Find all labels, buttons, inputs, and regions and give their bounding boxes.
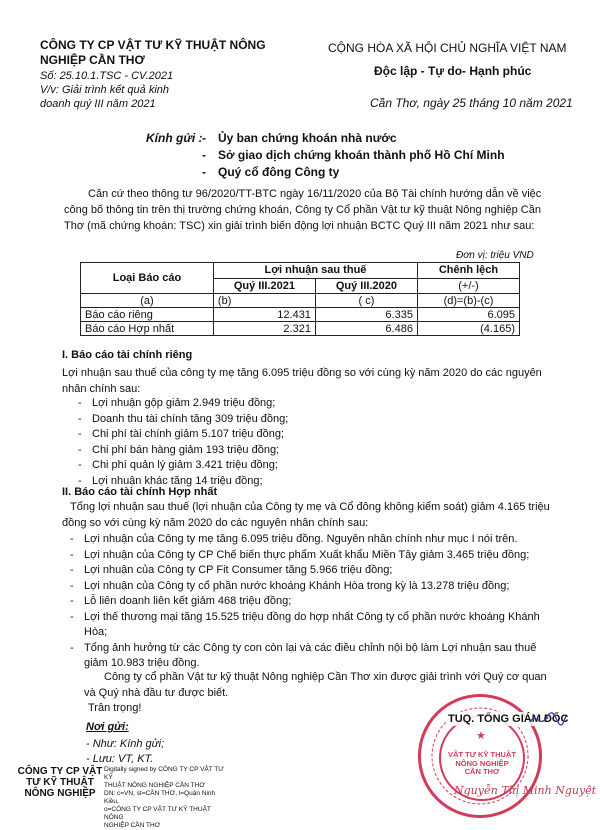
row-name: Báo cáo riêng — [81, 308, 214, 322]
recipient-item: - Ủy ban chứng khoán nhà nước — [202, 131, 397, 145]
recipients-footer — [86, 737, 164, 767]
intro-line3: Thơ (mã chứng khoán: TSC) xin giải trình biến động lợi nhuận BCTC Quý III năm 2021 như sau: — [64, 220, 535, 232]
signer-name: Nguyễn Thị Minh Nguyệt — [454, 784, 597, 797]
header-q3-2021: Quý III.2021 — [213, 278, 315, 294]
table-row — [81, 322, 520, 336]
place-date: Cần Thơ, ngày 25 tháng 10 năm 2021 — [370, 96, 573, 110]
list-item: - Lợi nhuận của Công ty mẹ tăng 6.095 triệu đồng. Nguyên nhân chính như mục I nói trên. — [66, 532, 576, 548]
section2-heading: II. Báo cáo tài chính Hợp nhất — [62, 486, 218, 498]
section1-line2: nhân chính sau: — [62, 382, 141, 395]
recipient-item: - Quý cổ đông Công ty — [202, 165, 340, 179]
subject-line1: V/v: Giải trình kết quả kinh — [40, 84, 170, 96]
row-q3-2021: 2.321 — [213, 322, 315, 336]
list-item: - Doanh thu tài chính tăng 309 triệu đồng; — [74, 412, 554, 428]
header-report-type: Loại Báo cáo — [81, 263, 214, 294]
section2-line1: Tổng lợi nhuận sau thuế (lợi nhuận của Công ty mẹ và Cổ đông không kiểm soát) giảm 4.165 triệu — [70, 501, 550, 513]
company-name-line1: CÔNG TY CP VẬT TƯ KỸ THUẬT NÔNG — [40, 38, 266, 52]
list-item: - Lợi nhuận khác tăng 14 triệu đồng; — [74, 474, 554, 490]
list-item: - Chi phí quản lý giảm 3.421 triệu đồng; — [74, 458, 554, 474]
closing-regards: Trân trọng! — [88, 702, 142, 714]
list-item: - Lợi thế thương mại tăng 15.525 triệu đồng do hợp nhất Công ty cổ phần nước khoáng Khánh Hòa; — [66, 610, 576, 641]
subject-line2: doanh quý III năm 2021 — [40, 98, 156, 110]
code-d: (d)=(b)-(c) — [417, 294, 519, 308]
list-item: - Lợi nhuận của Công ty CP Chế biến thực phẩm Xuất khẩu Miền Tây giảm 3.465 triệu đồng; — [66, 548, 576, 564]
unit-label: Đơn vị: triệu VND — [456, 250, 534, 261]
profit-table — [80, 262, 520, 336]
code-b: (b) — [213, 294, 315, 308]
code-a: (a) — [81, 294, 214, 308]
header-diff: Chênh lệch — [417, 263, 519, 279]
section1-line1: Lợi nhuận sau thuế của công ty mẹ tăng 6.095 triệu đồng so với cùng kỳ năm 2020 do các nguyên — [62, 367, 542, 379]
row-name: Báo cáo Hợp nhất — [81, 322, 214, 336]
section1-list — [74, 396, 554, 489]
republic-title: CỘNG HÒA XÃ HỘI CHỦ NGHĨA VIỆT NAM — [328, 41, 567, 55]
closing-line1: Công ty cổ phần Vật tư kỹ thuật Nông nghiệp Cần Thơ xin được giải trình với Quý cơ quan — [104, 671, 547, 683]
recipients-label: Kính gửi : — [146, 131, 203, 145]
section1-paragraph — [62, 366, 572, 397]
row-q3-2020: 6.335 — [315, 308, 417, 322]
header-diff-sign: (+/-) — [417, 278, 519, 294]
seal-text: VẬT TƯ KỸ THUẬT NÔNG NGHIỆP CẦN THƠ — [448, 750, 516, 776]
list-item: - Tổng ảnh hưởng từ các Công ty con còn lại và các điều chỉnh nội bộ làm Lợi nhuận sau thuế giảm 10.983 triệu đồng. — [66, 641, 576, 672]
closing-line2: và Quý nhà đầu tư được biết. — [84, 686, 229, 699]
row-q3-2021: 12.431 — [213, 308, 315, 322]
table-code-row — [81, 294, 520, 308]
intro-line2: công bố thông tin trên thị trường chứng khoán, Công ty Cổ phần Vật tư kỹ thuật Nông nghiệp Cần — [64, 204, 541, 216]
recipient-item: - Sở giao dịch chứng khoán thành phố Hồ Chí Minh — [202, 148, 505, 162]
digital-sig-company: CÔNG TY CP VẬT TƯ KỸ THUẬT NÔNG NGHIỆP — [17, 766, 103, 799]
company-name-line2: NGHIỆP CẦN THƠ — [40, 53, 145, 67]
list-item: - Chi phí bán hàng giảm 193 triệu đồng; — [74, 443, 554, 459]
handwritten-signature-icon — [528, 708, 568, 730]
recipients-footer-line1: - Như: Kính gửi; — [86, 738, 165, 750]
section2-paragraph — [62, 500, 580, 531]
list-item: - Lợi nhuận của Công ty CP Fit Consumer tăng 5.966 triệu đồng; — [66, 563, 576, 579]
recipients-footer-line2: - Lưu: VT, KT. — [86, 753, 154, 765]
doc-number: Số: 25.10.1.TSC - CV.2021 — [40, 70, 174, 82]
section1-heading: I. Báo cáo tài chính riêng — [62, 349, 193, 361]
national-motto: Độc lập - Tự do- Hạnh phúc — [374, 64, 532, 78]
intro-paragraph — [64, 186, 564, 234]
header-q3-2020: Quý III.2020 — [315, 278, 417, 294]
table-row — [81, 308, 520, 322]
code-c: ( c) — [315, 294, 417, 308]
intro-line1: Căn cứ theo thông tư 96/2020/TT-BTC ngày 16/11/2020 của Bộ Tài chính hướng dẫn về việc — [88, 188, 542, 200]
row-q3-2020: 6.486 — [315, 322, 417, 336]
section2-line2: đồng so với cùng kỳ năm 2020 do các nguyên nhân chính sau: — [62, 516, 369, 529]
recipients-footer-label: Nơi gửi: — [86, 721, 129, 733]
list-item: - Lợi nhuận gộp giảm 2.949 triệu đồng; — [74, 396, 554, 412]
list-item: - Lỗ liên doanh liên kết giảm 468 triệu đồng; — [66, 594, 576, 610]
company-name — [40, 38, 266, 68]
digital-sig-details: Digitally signed by CÔNG TY CP VẬT TƯ KỸ THUẬT NÔNG NGHIỆP CẦN THƠ DN: c=VN, st=CẦN THƠ, l=Quận Ninh Kiều, o=CÔNG TY CP VẬT TƯ KỸ THUẬT NÔNG NGHIỆP CẦN THƠ — [104, 766, 224, 829]
section2-list — [66, 532, 576, 672]
list-item: - Chi phí tài chính giảm 5.107 triệu đồng; — [74, 427, 554, 443]
subject — [40, 83, 169, 111]
row-diff: 6.095 — [417, 308, 519, 322]
header-profit: Lợi nhuận sau thuế — [213, 263, 417, 279]
row-diff: (4.165) — [417, 322, 519, 336]
seal-star-icon: ★ — [476, 730, 486, 742]
list-item: - Lợi nhuận của Công ty cổ phần nước khoáng Khánh Hòa trong kỳ là 13.278 triệu đồng; — [66, 579, 576, 595]
signature-title: TUQ. TỔNG GIÁM ĐỐC — [448, 713, 569, 725]
recipients-list — [202, 131, 522, 182]
